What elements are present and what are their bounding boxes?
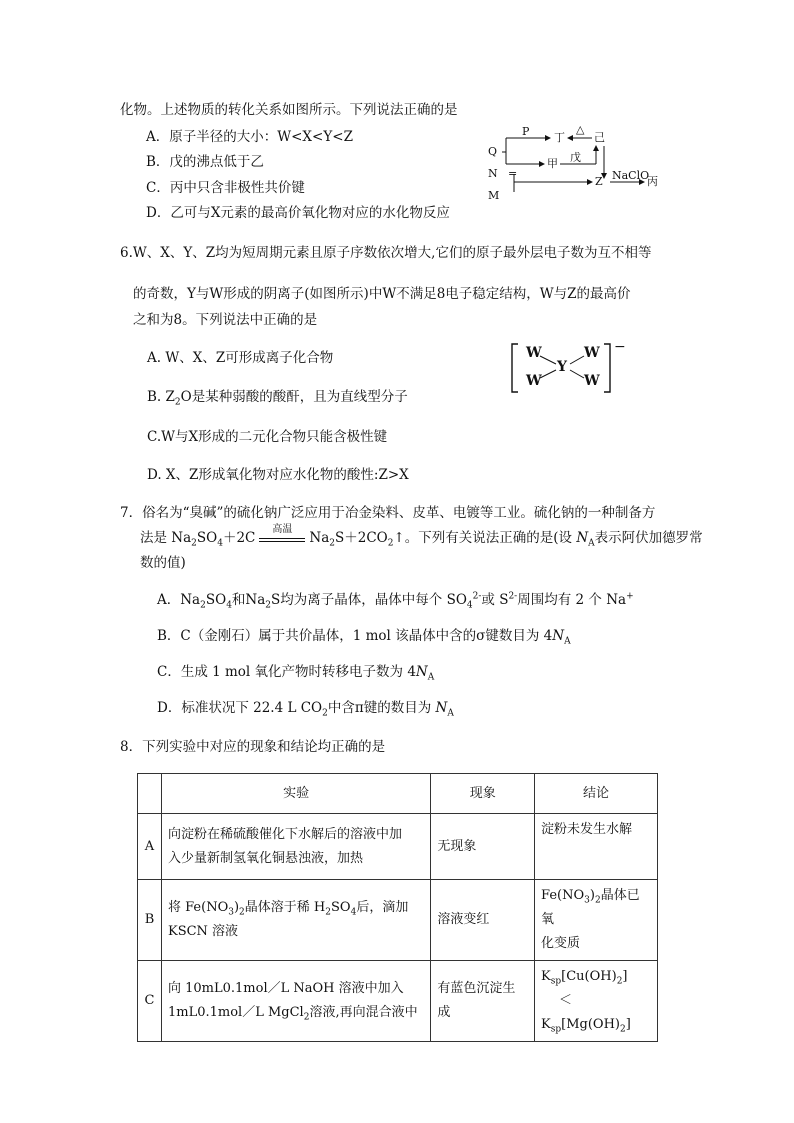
row-label: C <box>138 961 162 1042</box>
q6-anion-structure <box>510 340 630 398</box>
q6-stem-line1: 6.W、X、Y、Z均为短周期元素且原子序数依次增大,它们的原子最外层电子数为互不相等 <box>120 245 652 261</box>
label-p: P <box>522 125 530 138</box>
node-m: M <box>488 189 500 202</box>
atom-w2: W <box>526 373 542 389</box>
atom-y: Y <box>557 359 567 375</box>
phenomenon-cell: 有蓝色沉淀生 成 <box>431 961 535 1042</box>
q7-stem-line2: 法是 $Na_2SO_4+2C$ 高温 $Na_2S+2CO_2↑$。下列有关说法正确的是(设 $N_A$表示阿伏加德罗常 <box>140 523 703 549</box>
atom-w1: W <box>526 345 542 361</box>
experiment-table <box>137 773 658 1042</box>
q5-option-a: A．原子半径的大小：W<X<Y<Z <box>146 129 353 145</box>
row-label: B <box>138 880 162 961</box>
node-ding: 丁 <box>554 131 565 144</box>
node-jia: 甲 <box>547 157 558 170</box>
table-row <box>138 814 658 880</box>
q6-stem-line2: 的奇数，Y与W形成的阴离子(如图所示)中W不满足8电子稳定结构，W与Z的最高价 <box>133 286 631 302</box>
label-heat: △ <box>576 123 585 136</box>
node-q: Q <box>488 145 498 158</box>
header-conclusion: 结论 <box>535 774 658 814</box>
q7-stem-line3: 数的值) <box>140 555 186 571</box>
q6-stem-line3: 之和为8。下列说法中正确的是 <box>133 312 318 328</box>
q5-option-b: B．戊的沸点低于乙 <box>146 154 264 170</box>
node-wu: 戊 <box>570 151 581 164</box>
conclusion-cell: $Fe(NO_3)_2$晶体已氧 化变质 <box>535 880 658 961</box>
row-label: A <box>138 814 162 880</box>
node-bing: 丙 <box>647 175 658 188</box>
high-temp-equals-sign: 高温 <box>259 529 305 549</box>
q6-option-d: D. X、Z形成氧化物对应水化物的酸性:Z>X <box>147 467 409 483</box>
q5-option-c: C．丙中只含非极性共价键 <box>146 180 305 196</box>
conclusion-cell: 淀粉未发生水解 <box>535 814 658 880</box>
node-eq: = <box>508 167 518 180</box>
label-naclo: NaClO <box>612 169 650 182</box>
table-row <box>138 961 658 1042</box>
table-row <box>138 880 658 961</box>
node-n: N <box>488 167 498 180</box>
experiment-cell: 向淀粉在稀硫酸催化下水解后的溶液中加 入少量新制氢氧化铜悬浊液，加热 <box>161 814 430 880</box>
q8-stem: 8．下列实验中对应的现象和结论均正确的是 <box>120 739 386 755</box>
experiment-cell: 向 10mL0.1mol／L NaOH 溶液中加入 1mL0.1mol／L MgCl$_2$溶液,再向混合液中 <box>161 961 430 1042</box>
q6-option-b: B. $Z_2O$是某种弱酸的酸酐，且为直线型分子 <box>147 389 408 408</box>
q7-option-d: D．标准状况下 22.4 L $CO_2$中含π键的数目为 $N_A$ <box>157 700 454 719</box>
conclusion-cell: $K_{sp}[Cu(OH)_2]<$ $K_{sp}[Mg(OH)_2]$ <box>535 961 658 1042</box>
q7-option-c: C．生成 1 mol 氧化产物时转移电子数为 $4N_A$ <box>157 664 435 683</box>
atom-w3: W <box>584 345 600 361</box>
phenomenon-cell: 无现象 <box>431 814 535 880</box>
atom-w4: W <box>584 373 600 389</box>
phenomenon-cell: 溶液变红 <box>431 880 535 961</box>
node-z: Z <box>595 175 603 188</box>
q5-stem: 化物。上述物质的转化关系如图所示。下列说法正确的是 <box>120 102 458 118</box>
header-blank <box>138 774 162 814</box>
header-phenomenon: 现象 <box>431 774 535 814</box>
q6-option-a: A. W、X、Z可形成离子化合物 <box>147 350 334 366</box>
table-header-row <box>138 774 658 814</box>
q5-option-d: D．乙可与X元素的最高价氧化物对应的水化物反应 <box>146 205 450 221</box>
experiment-cell: 将 $Fe(NO_3)_2$晶体溶于稀 $H_2SO_4$后，滴加 KSCN 溶液 <box>161 880 430 961</box>
q7-stem-line1: 7．俗名为“臭碱”的硫化钠广泛应用于冶金染料、皮革、电镀等工业。硫化钠的一种制备方 <box>120 505 656 521</box>
q6-option-c: C.W与X形成的二元化合物只能含极性键 <box>147 429 388 445</box>
q7-option-a: A．$Na_2SO_4$和$Na_2S$均为离子晶体，晶体中每个 $SO_4^{2-}$或 $S^{2-}$周围均有 2 个 Na+ <box>157 591 634 611</box>
charge: − <box>614 339 626 355</box>
q7-option-b: B．C（金刚石）属于共价晶体，1 mol 该晶体中含的σ键数目为 $4N_A$ <box>157 628 571 647</box>
node-ji: 己 <box>594 131 605 144</box>
q5-conversion-diagram <box>488 124 678 200</box>
header-experiment: 实验 <box>161 774 430 814</box>
